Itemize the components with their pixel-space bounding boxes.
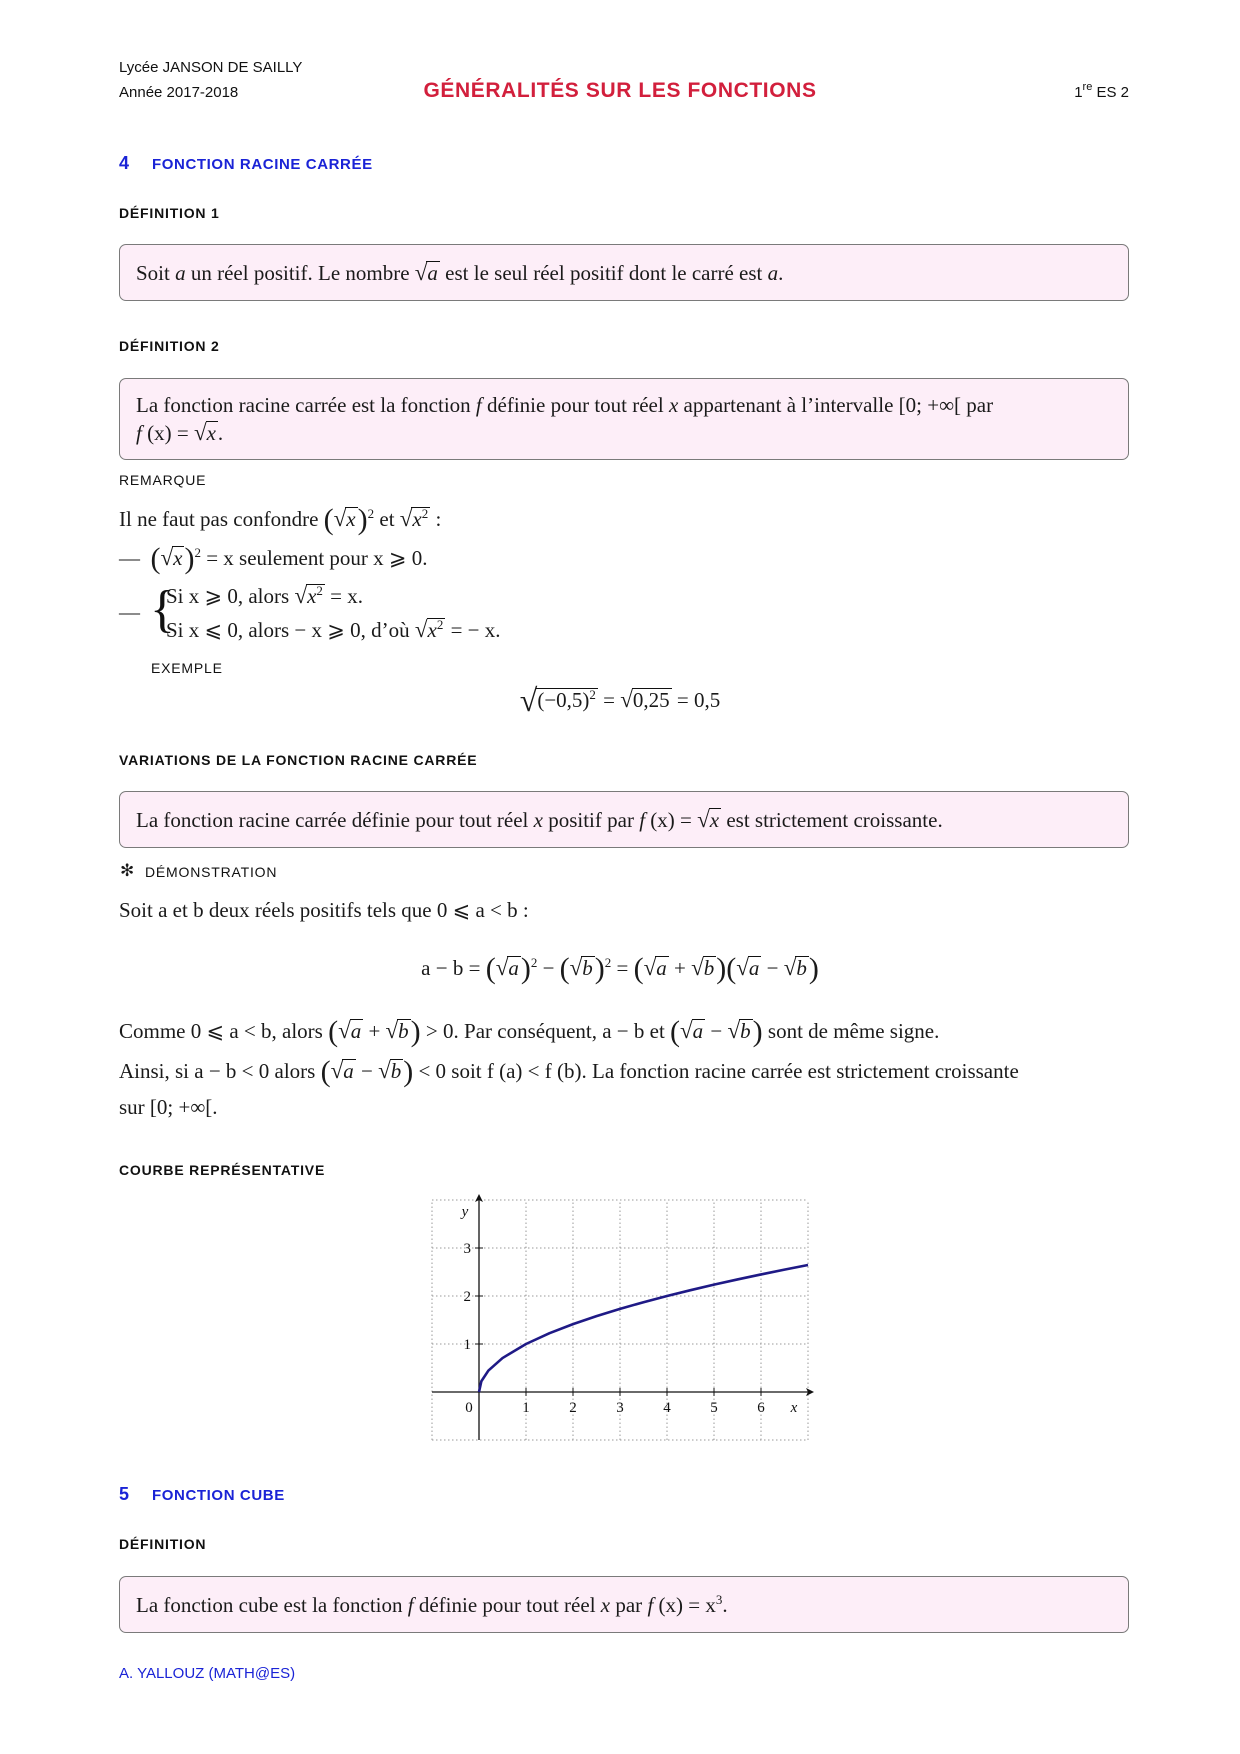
definition-2-box: La fonction racine carrée est la fonction f définie pour tout réel x appartenant à l’intervalle [0; +∞[ par f (x) = √x. [119,378,1129,460]
demo-line-3: Comme 0 ⩽ a < b, alors (√a + √b) > 0. Par conséquent, a − b et (√a − √b) sont de même signe. [119,1015,940,1048]
remark-title: REMARQUE [119,472,207,488]
x-tick-label: 1 [522,1400,530,1416]
y-tick-label: 1 [463,1337,471,1353]
class-label: 1re ES 2 [1074,81,1129,101]
example-equation: $√(-0,5)^2 = √0,25 = 0,5$ [519,682,721,718]
asterisk-icon: ✻ [120,861,135,880]
definition-1-box: Soit a un réel positif. Le nombre √a est le seul réel positif dont le carré est a. [119,244,1129,301]
remark-line-3: Si x ⩽ 0, alors − x ⩾ 0, d’où $√x^2$ = − x. [166,617,501,642]
school-year: Année 2017-2018 [119,84,239,101]
definition-2-title: DÉFINITION 2 [119,338,220,354]
brace: { [150,581,175,638]
example-title: EXEMPLE [151,660,223,676]
y-tick-label: 3 [463,1241,471,1257]
remark-line-1: — $(√x)^2 = x$ seulement pour x ⩾ 0. [119,542,428,575]
demo-equation: $a - b = (√a)^2 - (√b)^2 = (√a + √b)(√a - √b)$ [421,952,819,985]
x-tick-label: 5 [710,1400,718,1416]
remark-line-2: Si x ⩾ 0, alors $√x^2 = x$. [166,583,363,608]
x-tick-label: 2 [569,1400,577,1416]
school-name: Lycée JANSON DE SAILLY [119,59,303,76]
variations-box: La fonction racine carrée définie pour tout réel x positif par f (x) = √x est strictement croissante. [119,791,1129,848]
remark-dash-2: — [119,600,140,624]
curve-title: COURBE REPRÉSENTATIVE [119,1162,326,1178]
variations-title: VARIATIONS DE LA FONCTION RACINE CARRÉE [119,752,478,768]
sqrt-chart [420,1190,820,1450]
page-title: GÉNÉRALITÉS SUR LES FONCTIONS [423,79,817,102]
section-5-number: 5 [119,1484,130,1504]
definition-1-title: DÉFINITION 1 [119,205,220,221]
remark-intro: Il ne faut pas confondre $(√x)^2$ et $√x^2$ : [119,503,442,536]
demonstration-title: DÉMONSTRATION [145,864,278,880]
y-axis-label: y [461,1204,469,1220]
section-5-definition-title: DÉFINITION [119,1536,207,1552]
x-tick-label: 6 [757,1400,765,1416]
demo-line-1: Soit a et b deux réels positifs tels que 0 ⩽ a < b : [119,898,529,922]
x-tick-label: 3 [616,1400,624,1416]
y-tick-label: 2 [463,1289,471,1305]
cube-definition-box: La fonction cube est la fonction f définie pour tout réel x par f $(x) = x^3$. [119,1576,1129,1633]
sqrt-curve [479,1265,808,1392]
x-axis-label: x [790,1400,798,1416]
section-title: FONCTION RACINE CARRÉE [152,156,373,173]
section-5-title: FONCTION CUBE [152,1487,285,1504]
origin-label: 0 [465,1400,473,1416]
section-number: 4 [119,153,130,173]
footer-author: A. YALLOUZ (MATH@ES) [119,1665,296,1682]
demo-line-4: Ainsi, si a − b < 0 alors (√a − √b) < 0 soit f (a) < f (b). La fonction racine carrée est strictement croissante [119,1055,1019,1088]
demo-line-5: sur [0; +∞[. [119,1095,218,1119]
x-tick-label: 4 [663,1400,671,1416]
